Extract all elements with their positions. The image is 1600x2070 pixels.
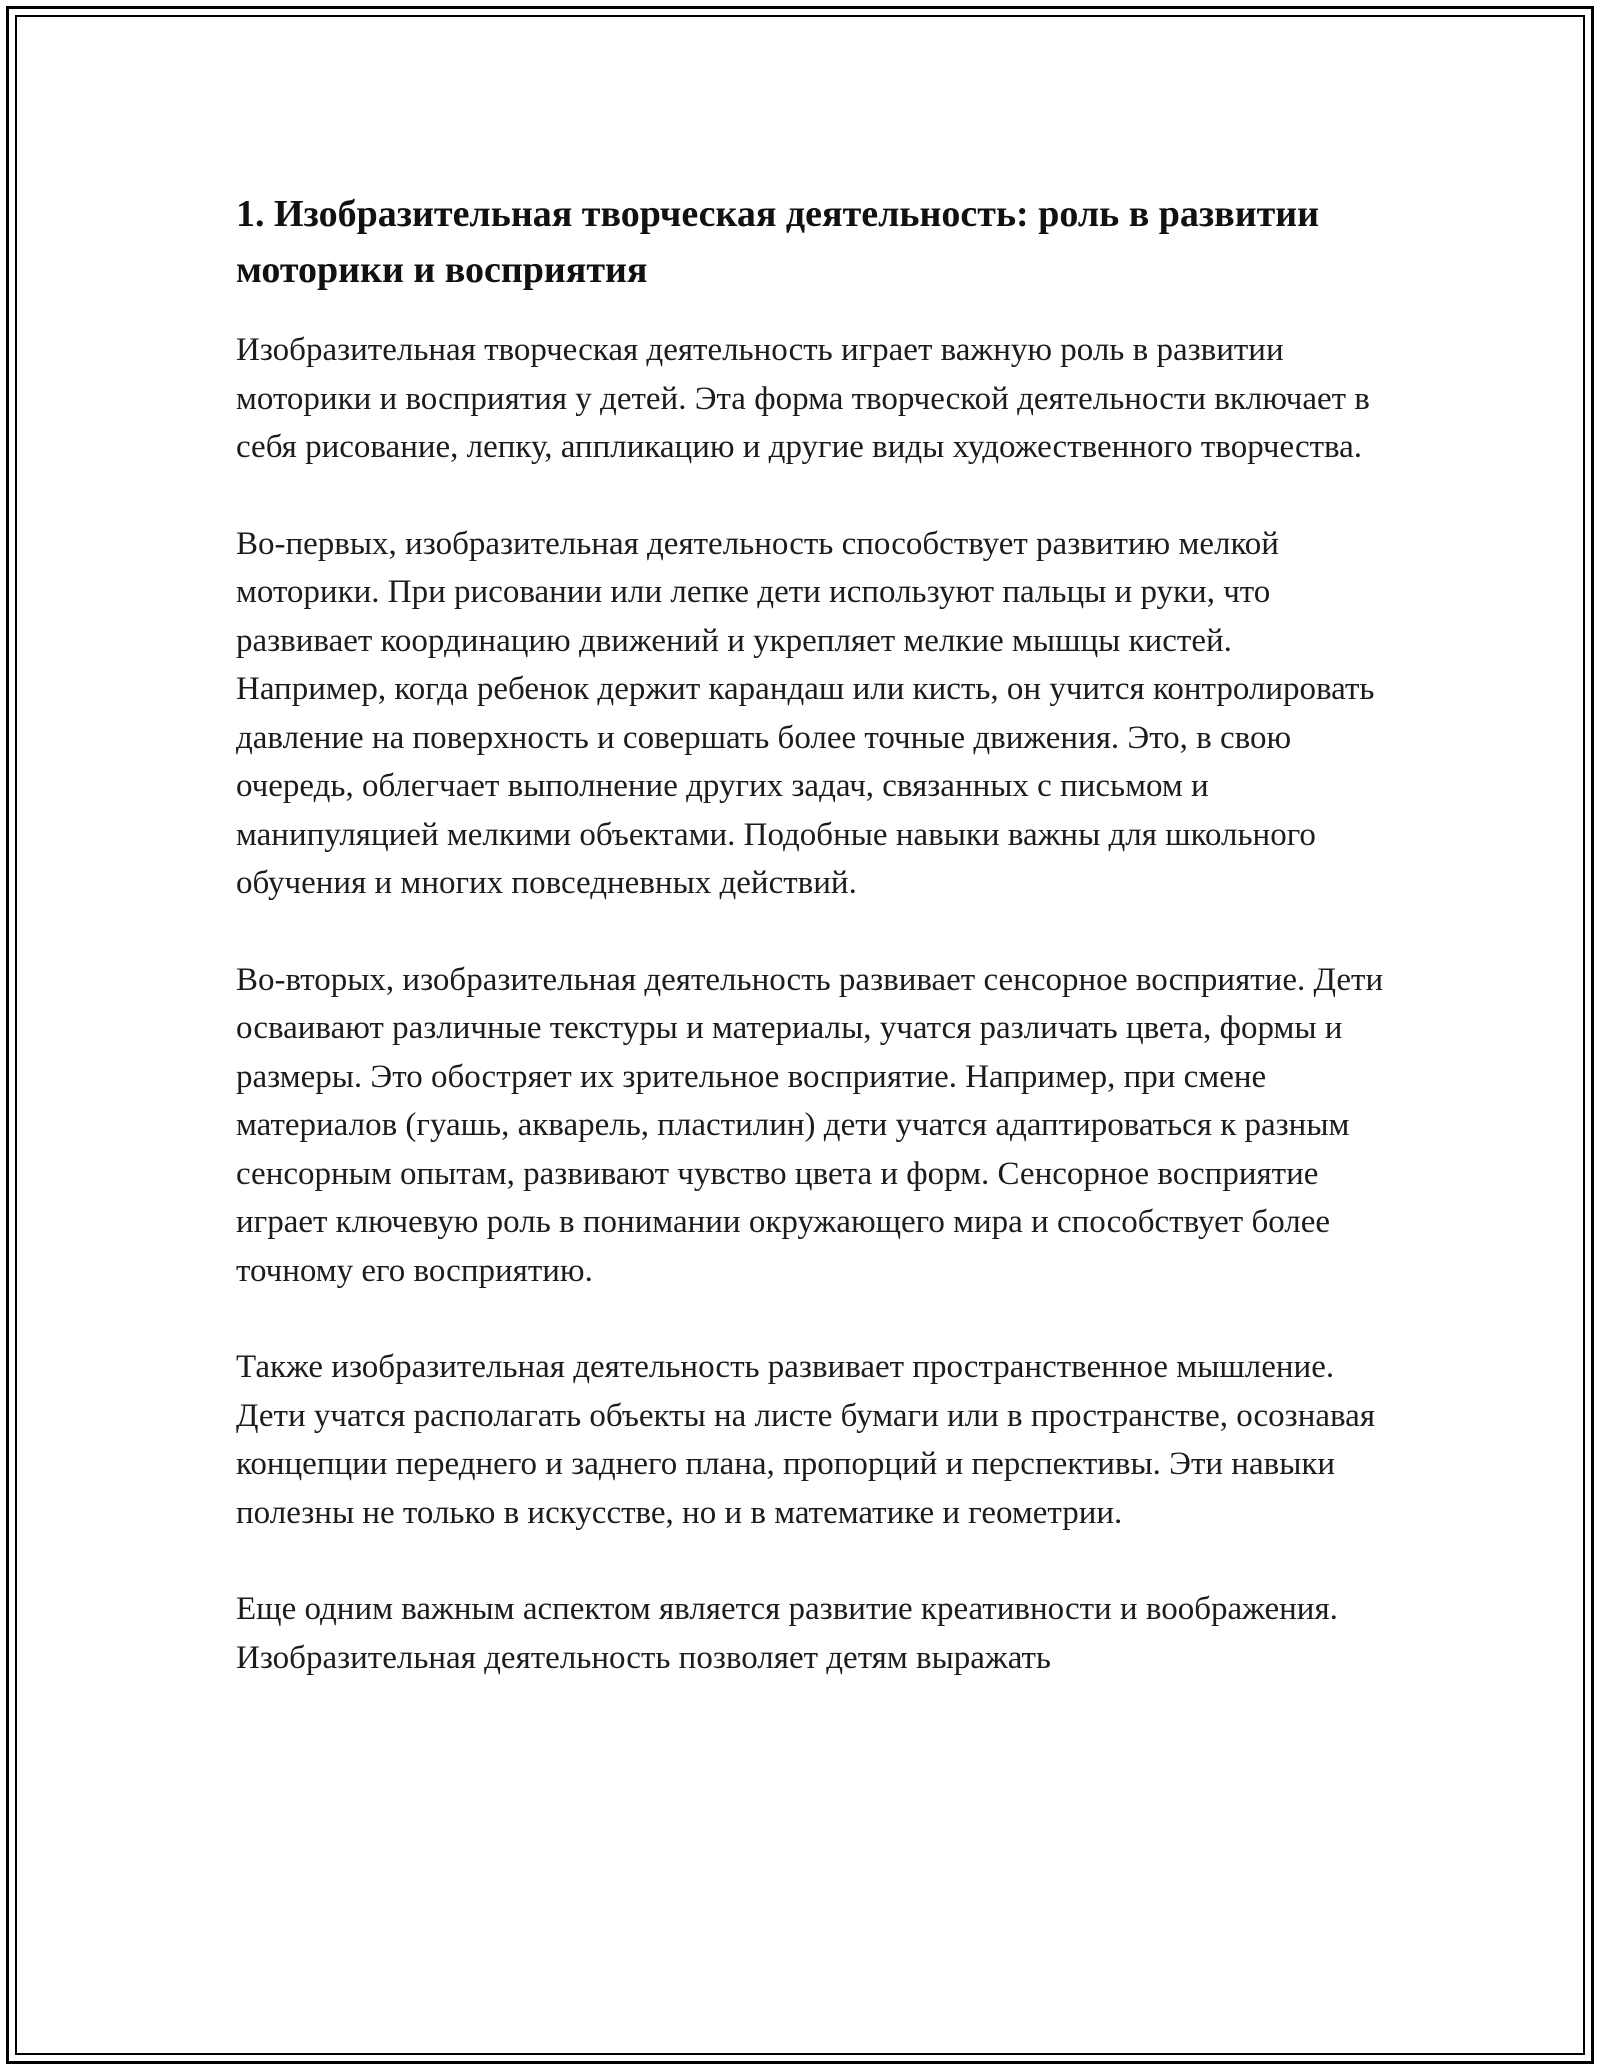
- paragraph-sensory-perception: Во-вторых, изобразительная деятельность развивает сенсорное восприятие. Дети осваивают различные текстуры и материалы, учатся различать цвета, формы и размеры. Это обостряет их зрительное восприятие. Например, при смене материалов (гуашь, акварель, пластилин) дети учатся адаптироваться к разным сенсорным опытам, развивают чувство цвета и форм. Сенсорное восприятие играет ключевую роль в понимании окружающего мира и способствует более точному его восприятию.: [236, 961, 1384, 1289]
- section-heading: 1. Изобразительная творческая деятельность: роль в развитии моторики и восприятия: [236, 193, 1320, 291]
- paragraph-intro: Изобразительная творческая деятельность играет важную роль в развитии моторики и восприятия у детей. Эта форма творческой деятельности включает в себя рисование, лепку, аппликацию и другие виды художественного творчества.: [236, 332, 1370, 465]
- paragraph-fine-motor: Во-первых, изобразительная деятельность способствует развитию мелкой моторики. При рисовании или лепке дети используют пальцы и руки, что развивает координацию движений и укрепляет мелкие мышцы кистей. Например, когда ребенок держит карандаш или кисть, он учится контролировать давление на поверхность и совершать более точные движения. Это, в свою очередь, облегчает выполнение других задач, связанных с письмом и манипуляцией мелкими объектами. Подобные навыки важны для школьного обучения и многих повседневных действий.: [236, 525, 1375, 901]
- document-page: [236, 186, 1386, 1730]
- paragraph-spatial-thinking: Также изобразительная деятельность развивает пространственное мышление. Дети учатся располагать объекты на листе бумаги или в пространстве, осознавая концепции переднего и заднего плана, пропорций и перспективы. Эти навыки полезны не только в искусстве, но и в математике и геометрии.: [236, 1349, 1375, 1531]
- paragraph-creativity: Еще одним важным аспектом является развитие креативности и воображения. Изобразительная деятельность позволяет детям выражать: [236, 1591, 1338, 1676]
